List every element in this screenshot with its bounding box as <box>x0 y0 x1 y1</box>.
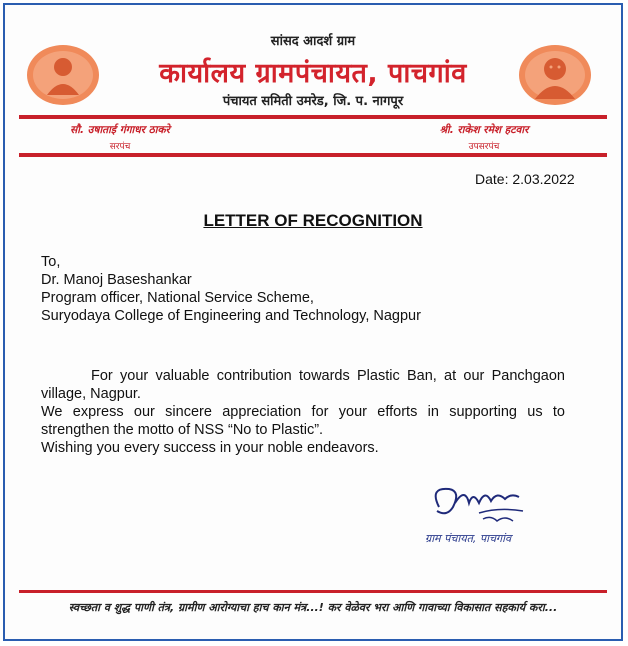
letter-body <box>41 367 565 457</box>
footer-divider <box>19 590 607 593</box>
letter-date: Date: 2.03.2022 <box>475 171 575 187</box>
divider <box>19 153 607 157</box>
footer-slogan: स्वच्छता व शुद्ध पाणी तंत्र, ग्रामीण आरोग्याचा हाच कान मंत्र...! कर वेळेवर भरा आणि गावाच्या विकासात सहकार्य करा... <box>68 601 558 614</box>
official-title: उपसरपंच <box>468 142 500 152</box>
official-name: श्री. राकेश रमेश हटवार <box>439 124 529 136</box>
signature-caption: ग्राम पंचायत, पाचगांव <box>425 532 512 545</box>
body-paragraph: For your valuable contribution towards Plastic Ban, at our Panchgaon village, Nagpur. <box>41 368 565 402</box>
body-paragraph: We express our sincere appreciation for your efforts in supporting us to strengthen the motto of NSS “No to Plastic”. <box>41 404 565 438</box>
official-upsarpanch <box>389 123 579 152</box>
address-line: To, <box>41 254 61 270</box>
divider <box>19 115 607 119</box>
official-name: सौ. उषाताई गंगाधर ठाकरे <box>70 124 170 136</box>
letterhead <box>5 5 621 165</box>
body-paragraph: Wishing you every success in your noble endeavors. <box>41 440 379 456</box>
official-sarpanch <box>35 123 205 152</box>
address-block <box>41 253 421 325</box>
address-line: Program officer, National Service Scheme, <box>41 290 314 306</box>
letter-title: LETTER OF RECOGNITION <box>203 211 423 230</box>
address-line: Dr. Manoj Baseshankar <box>41 272 192 288</box>
letterhead-title: कार्यालय ग्रामपंचायत, पाचगांव <box>159 58 467 89</box>
letterhead-subtitle2: पंचायत समिती उमरेड, जि. प. नागपूर <box>222 94 404 109</box>
letter-frame <box>3 3 623 641</box>
official-title: सरपंच <box>109 142 131 152</box>
address-line: Suryodaya College of Engineering and Technology, Nagpur <box>41 308 421 324</box>
letterhead-subtitle: सांसद आदर्श ग्राम <box>270 34 356 49</box>
